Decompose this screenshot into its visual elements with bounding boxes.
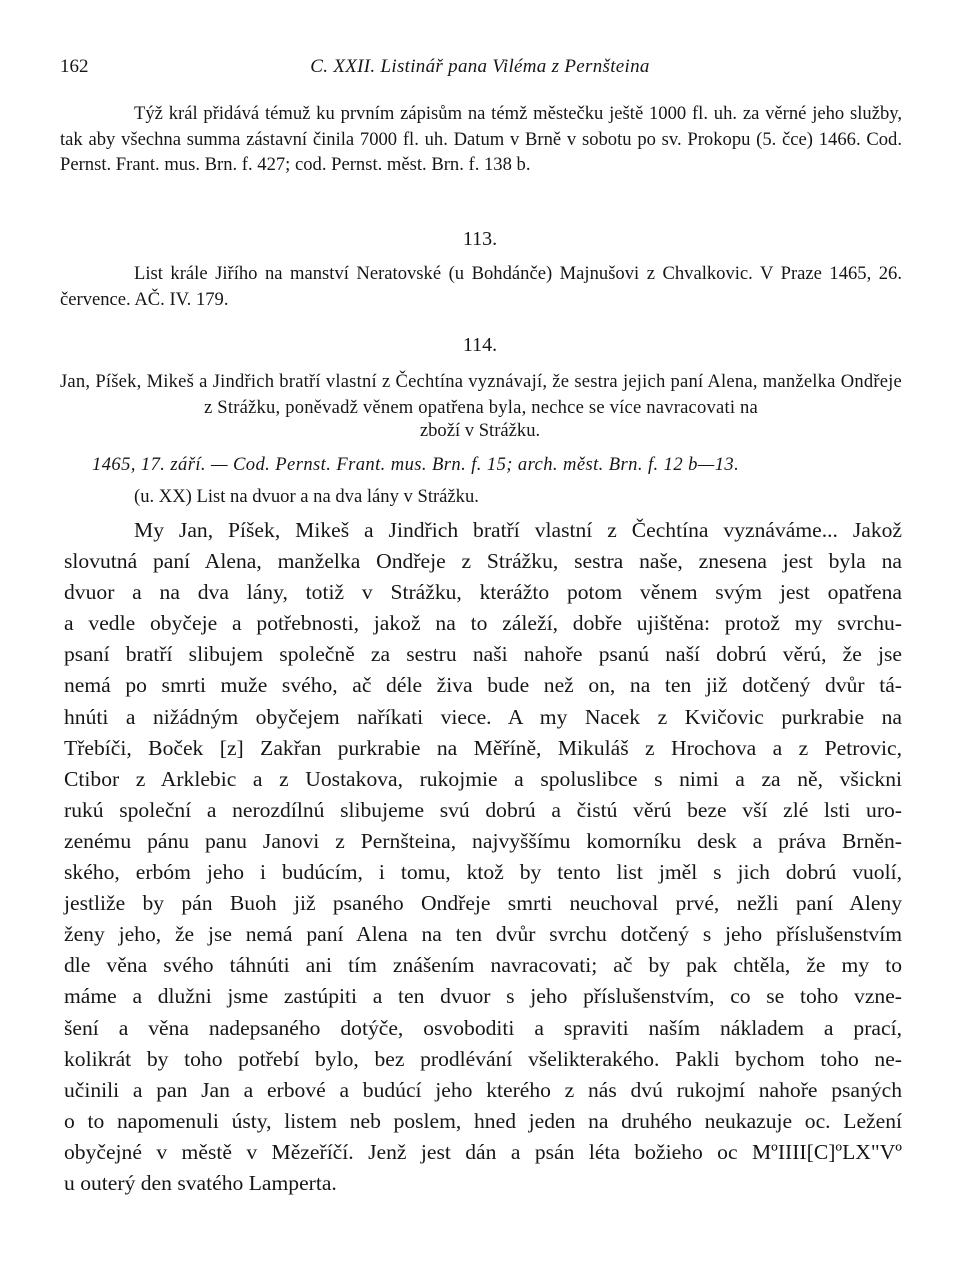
entry-114-number: 114.	[462, 334, 498, 356]
body-line: ženy jeho, že jse nemá paní Alena na ten dvůr svrchu dotčený s jeho příslušenstvím	[64, 922, 902, 947]
body-line: dle věna svého táhnúti ani tím znášením navracovati; ač by pak chtěla, že my to	[64, 953, 902, 978]
entry-114-heading: Jan, Píšek, Mikeš a Jindřich bratří vlastní z Čechtína vyznávají, že sestra jejich paní Alena, manželka Ondřeje z Strážku, poněvadž věnem opatřena byla, nechce se více navracovati na	[60, 371, 902, 418]
document-subtitle: (u. XX) List na dvuor a na dva lány v Strážku.	[134, 486, 479, 507]
body-line: Ctibor z Arklebic a z Uostakova, rukojmie a spoluslibce s nimi a za ně, všickni	[64, 766, 902, 791]
body-line: učinili a pan Jan a erbové a budúcí jeho kterého z nás dvú rukojmí nahoře psaných	[64, 1077, 902, 1102]
body-line: máme a dlužni jsme zastúpiti a ten dvuor s jeho příslušenstvím, co se toho vzne-	[64, 984, 902, 1009]
body-line: zenému pánu panu Janovi z Pernšteina, najvyššímu komorníku desk a práva Brněn-	[64, 828, 902, 853]
body-line: My Jan, Píšek, Mikeš a Jindřich bratří vlastní z Čechtína vyznáváme... Jakož	[134, 518, 902, 542]
entry-113-text	[60, 261, 902, 312]
page-number: 162	[60, 56, 89, 77]
entry-113-body: List krále Jiřího na manství Neratovské (u Bohdánče) Majnušovi z Chvalkovic. V Praze 1465, 26. července. AČ. IV. 179.	[60, 263, 902, 310]
entry-113-number: 113.	[462, 228, 498, 250]
body-line: slovutná paní Alena, manželka Ondřeje z Strážku, sestra naše, znesena jest byla na	[64, 549, 902, 574]
body-line: psaní bratří slibujem společně za sestru naši nahoře psanú naší dobrú věrú, že jse	[64, 642, 902, 667]
running-title: C. XXII. Listinář pana Viléma z Pernšteina	[310, 56, 650, 77]
body-line: kolikrát by toho potřebí bylo, bez prodlévání všelikterakého. Pakli bychom toho ne-	[64, 1046, 902, 1071]
body-line: šení a věna nadepsaného dotýče, osvoboditi a spraviti naším nákladem a prací,	[64, 1015, 902, 1040]
body-line: dvuor a na dva lány, totiž v Strážku, kterážto potom věnem svým jest opatřena	[64, 580, 902, 605]
body-line: Třebíči, Boček [z] Zakřan purkrabie na Měříně, Mikuláš z Hrochova a z Petrovic,	[64, 735, 902, 760]
body-line: o to napomenuli ústy, listem neb poslem, hned jeden na druhého neukazuje oc. Ležení	[64, 1108, 902, 1133]
body-line: u outerý den svatého Lamperta.	[64, 1170, 337, 1195]
previous-entry-text	[60, 101, 902, 178]
body-line: jestliže by pán Buoh již psaného Ondřeje smrti neuchoval prvé, nežli paní Aleny	[64, 891, 902, 916]
document-body	[64, 515, 902, 1199]
body-line: obyčejné v městě v Mězeříčí. Jenž jest dán a psán léta božieho oc MºIIII[C]ºLX"Vº	[64, 1139, 902, 1164]
entry-114-source: 1465, 17. září. — Cod. Pernst. Frant. mus. Brn. f. 15; arch. měst. Brn. f. 12 b—13.	[92, 454, 740, 475]
entry-114-heading-end: zboží v Strážku.	[419, 420, 541, 441]
body-line: rukú společní a nerozdílnú slibujeme svú dobrú a čistú věrú beze vší zlé lsti uro-	[64, 797, 902, 822]
body-line: ského, erbóm jeho i budúcím, i tomu, ktož by tento list jměl s jich dobrú vuolí,	[64, 860, 902, 885]
body-line: nemá po smrti muže svého, ač déle živa bude než on, na ten již dotčený dvůr tá-	[64, 673, 902, 698]
body-line: a vedle obyčeje a potřebnosti, jakož na to záleží, dobře ujištěna: protož my svrchu-	[64, 611, 902, 636]
previous-entry-body: Týž král přidává témuž ku prvním zápisům na témž městečku ještě 1000 fl. uh. za věrné jeho služby, tak aby všechna summa zástavní činila 7000 fl. uh. Datum v Brně v sobotu po sv. Prokopu (5. čce) 1466. Cod. Pernst. Frant. mus. Brn. f. 427; cod. Pernst. měst. Brn. f. 138 b.	[60, 103, 902, 175]
body-line: hnúti a nižádným obyčejem naříkati viece. A my Nacek z Kvičovic purkrabie na	[64, 704, 902, 729]
